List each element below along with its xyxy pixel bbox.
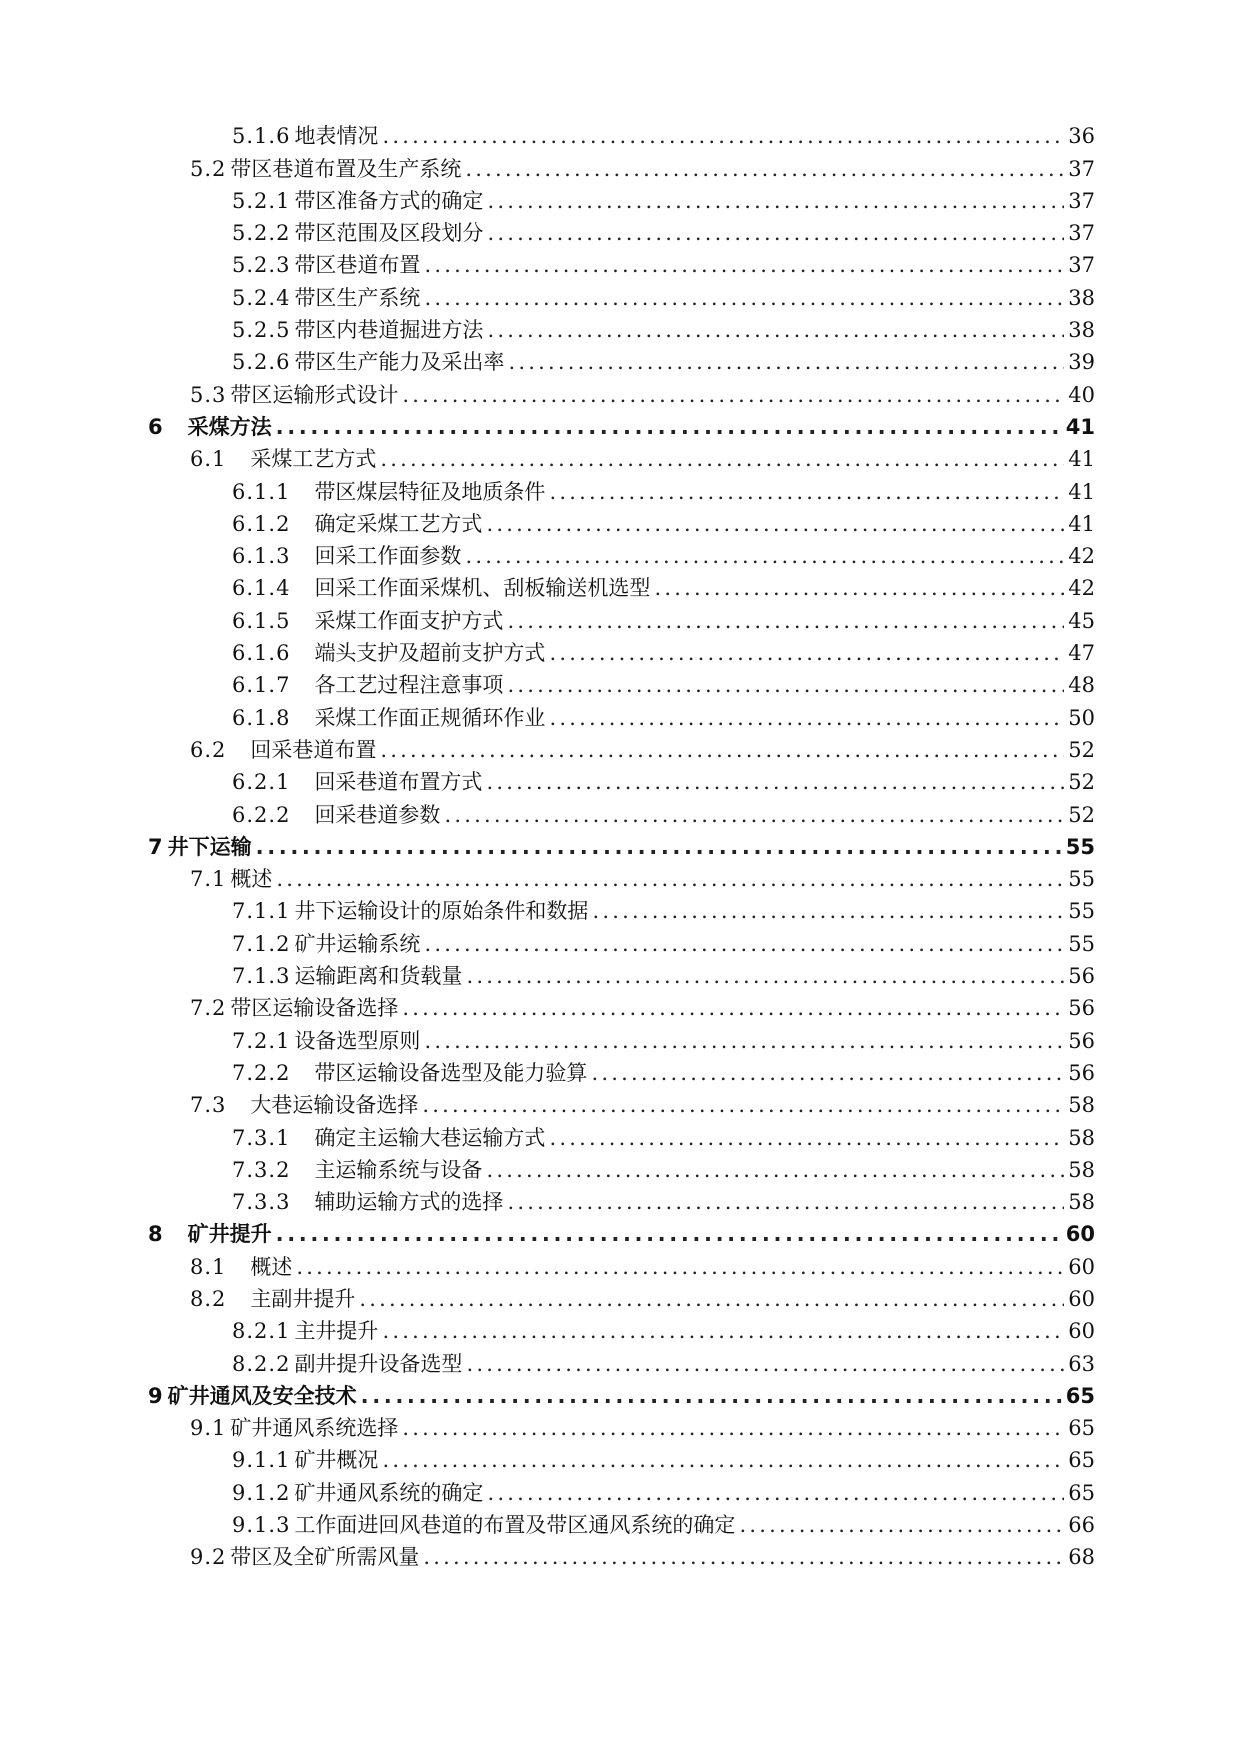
toc-entry-number: 8 xyxy=(148,1222,164,1247)
toc-entry[interactable] xyxy=(148,378,1095,410)
toc-entry-title: 带区内巷道掘进方法 xyxy=(294,318,484,343)
toc-entry-title: 采煤方法 xyxy=(187,414,272,439)
toc-entry-title: 井下运输 xyxy=(167,834,252,859)
toc-entry[interactable] xyxy=(148,281,1095,313)
toc-entry-number: 9.1.3 xyxy=(232,1513,291,1538)
dot-leader xyxy=(382,120,1064,152)
dot-leader xyxy=(359,1283,1064,1315)
dot-leader xyxy=(380,443,1064,475)
toc-entry-title: 工作面进回风巷道的布置及带区通风系统的确定 xyxy=(294,1513,736,1538)
toc-entry[interactable] xyxy=(148,540,1095,572)
toc-entry-number: 7.2 xyxy=(190,996,227,1021)
toc-entry[interactable] xyxy=(148,798,1095,830)
toc-entry-title: 矿井通风系统的确定 xyxy=(294,1480,484,1505)
toc-entry-number: 9.1 xyxy=(190,1416,227,1441)
toc-entry-number: 5.2.4 xyxy=(232,285,291,310)
dot-leader xyxy=(486,508,1064,540)
toc-entry-number: 9.1.1 xyxy=(232,1448,291,1473)
toc-entry-title: 带区生产能力及采出率 xyxy=(294,350,505,375)
toc-entry-page-number: 48 xyxy=(1068,673,1095,698)
toc-entry-page-number: 58 xyxy=(1068,1125,1095,1150)
dot-leader xyxy=(591,1057,1064,1089)
toc-entry[interactable] xyxy=(148,831,1095,863)
toc-entry-number: 5.2.2 xyxy=(232,221,291,246)
toc-entry[interactable] xyxy=(148,637,1095,669)
toc-entry[interactable] xyxy=(148,1057,1095,1089)
toc-entry-page-number: 41 xyxy=(1068,447,1095,472)
dot-leader xyxy=(361,1380,1062,1412)
toc-entry-title: 回采工作面采煤机、刮板输送机选型 xyxy=(314,576,651,601)
toc-entry-number: 5.2.6 xyxy=(232,350,291,375)
dot-leader xyxy=(487,185,1064,217)
toc-entry[interactable] xyxy=(148,508,1095,540)
toc-entry[interactable] xyxy=(148,1218,1095,1250)
dot-leader xyxy=(549,476,1064,508)
dot-leader xyxy=(508,346,1064,378)
toc-entry-number: 8.2.1 xyxy=(232,1319,291,1344)
toc-entry-page-number: 65 xyxy=(1068,1416,1095,1441)
dot-leader xyxy=(549,702,1064,734)
toc-entry-number: 7.2.1 xyxy=(232,1028,291,1053)
toc-entry-number: 7.3.2 xyxy=(232,1157,291,1182)
toc-entry-page-number: 52 xyxy=(1068,802,1095,827)
toc-entry-page-number: 50 xyxy=(1068,705,1095,730)
dot-leader xyxy=(507,605,1064,637)
toc-entry-number: 6.1 xyxy=(190,447,227,472)
dot-leader xyxy=(487,217,1064,249)
dot-leader xyxy=(507,669,1064,701)
toc-entry-page-number: 63 xyxy=(1068,1351,1095,1376)
toc-entry[interactable] xyxy=(148,1250,1095,1282)
toc-entry-title: 回采巷道布置 xyxy=(250,737,377,762)
toc-entry[interactable] xyxy=(148,443,1095,475)
toc-entry-page-number: 60 xyxy=(1068,1286,1095,1311)
toc-entry-title: 主副井提升 xyxy=(250,1286,356,1311)
dot-leader xyxy=(256,831,1062,863)
toc-entry-page-number: 56 xyxy=(1068,964,1095,989)
toc-entry-page-number: 65 xyxy=(1068,1480,1095,1505)
toc-entry-title: 采煤工艺方式 xyxy=(250,447,377,472)
toc-entry[interactable] xyxy=(148,1509,1095,1541)
toc-entry-number: 6 xyxy=(148,414,164,439)
toc-entry-title: 矿井通风及安全技术 xyxy=(167,1383,357,1408)
dot-leader xyxy=(549,637,1064,669)
toc-entry-title: 概述 xyxy=(250,1254,293,1279)
toc-entry-title: 采煤工作面正规循环作业 xyxy=(314,705,546,730)
toc-entry-page-number: 37 xyxy=(1068,156,1095,181)
dot-leader xyxy=(466,960,1064,992)
dot-leader xyxy=(276,411,1062,443)
toc-entry[interactable] xyxy=(148,346,1095,378)
toc-entry[interactable] xyxy=(148,766,1095,798)
toc-entry-page-number: 56 xyxy=(1068,996,1095,1021)
toc-entry-title: 带区运输形式设计 xyxy=(230,382,399,407)
toc-entry-title: 主运输系统与设备 xyxy=(314,1157,483,1182)
table-of-contents xyxy=(148,120,1095,1573)
toc-entry[interactable] xyxy=(148,1121,1095,1153)
toc-entry-title: 带区及全矿所需风量 xyxy=(230,1545,420,1570)
toc-entry-page-number: 55 xyxy=(1068,899,1095,924)
toc-entry-page-number: 66 xyxy=(1068,1513,1095,1538)
dot-leader xyxy=(549,1122,1064,1154)
toc-entry[interactable] xyxy=(148,895,1095,927)
toc-entry-number: 6.2.1 xyxy=(232,770,291,795)
dot-leader xyxy=(423,1541,1064,1573)
toc-entry-page-number: 41 xyxy=(1068,511,1095,536)
toc-entry-page-number: 37 xyxy=(1068,253,1095,278)
toc-entry-page-number: 52 xyxy=(1068,737,1095,762)
toc-entry[interactable] xyxy=(148,701,1095,733)
toc-entry-number: 6.2.2 xyxy=(232,802,291,827)
dot-leader xyxy=(739,1509,1064,1541)
toc-entry-number: 6.1.3 xyxy=(232,544,291,569)
toc-entry-number: 7.1.3 xyxy=(232,964,291,989)
toc-entry-title: 采煤工作面支护方式 xyxy=(314,608,504,633)
toc-entry[interactable] xyxy=(148,927,1095,959)
toc-entry-title: 带区生产系统 xyxy=(294,285,421,310)
toc-entry-number: 6.1.7 xyxy=(232,673,291,698)
dot-leader xyxy=(654,572,1064,604)
toc-entry-title: 大巷运输设备选择 xyxy=(250,1093,419,1118)
toc-entry-number: 5.1.6 xyxy=(232,124,291,149)
toc-entry-title: 确定主运输大巷运输方式 xyxy=(314,1125,546,1150)
dot-leader xyxy=(276,1218,1062,1250)
toc-entry-number: 7.3.3 xyxy=(232,1190,291,1215)
toc-entry-page-number: 58 xyxy=(1068,1157,1095,1182)
toc-entry[interactable] xyxy=(148,1315,1095,1347)
toc-entry-number: 5.2.1 xyxy=(232,188,291,213)
toc-entry-number: 7.3.1 xyxy=(232,1125,291,1150)
dot-leader xyxy=(486,766,1064,798)
toc-entry-page-number: 45 xyxy=(1068,608,1095,633)
dot-leader xyxy=(486,1154,1064,1186)
toc-entry[interactable] xyxy=(148,1283,1095,1315)
toc-entry-title: 矿井概况 xyxy=(294,1448,379,1473)
toc-entry[interactable] xyxy=(148,1154,1095,1186)
toc-entry-page-number: 38 xyxy=(1068,285,1095,310)
toc-entry-page-number: 55 xyxy=(1065,834,1095,859)
toc-entry[interactable] xyxy=(148,992,1095,1024)
toc-entry-page-number: 68 xyxy=(1068,1545,1095,1570)
toc-entry-page-number: 40 xyxy=(1068,382,1095,407)
dot-leader xyxy=(592,895,1064,927)
toc-entry[interactable] xyxy=(148,669,1095,701)
toc-entry-page-number: 39 xyxy=(1068,350,1095,375)
toc-entry[interactable] xyxy=(148,734,1095,766)
toc-entry-page-number: 60 xyxy=(1068,1319,1095,1344)
toc-entry[interactable] xyxy=(148,217,1095,249)
dot-leader xyxy=(507,1186,1064,1218)
toc-entry-title: 带区巷道布置 xyxy=(294,253,421,278)
dot-leader xyxy=(487,314,1064,346)
toc-entry[interactable] xyxy=(148,249,1095,281)
toc-entry-number: 5.3 xyxy=(190,382,227,407)
dot-leader xyxy=(276,863,1064,895)
dot-leader xyxy=(424,1025,1064,1057)
toc-entry-title: 回采巷道布置方式 xyxy=(314,770,483,795)
toc-entry-page-number: 42 xyxy=(1068,576,1095,601)
dot-leader xyxy=(487,1477,1064,1509)
toc-entry[interactable] xyxy=(148,475,1095,507)
toc-entry[interactable] xyxy=(148,604,1095,636)
toc-entry[interactable] xyxy=(148,1024,1095,1056)
dot-leader xyxy=(444,799,1064,831)
toc-entry-title: 带区准备方式的确定 xyxy=(294,188,484,213)
dot-leader xyxy=(380,734,1064,766)
toc-entry-number: 7.2.2 xyxy=(232,1060,291,1085)
toc-entry-page-number: 58 xyxy=(1068,1093,1095,1118)
dot-leader xyxy=(382,1444,1064,1476)
toc-entry-title: 副井提升设备选型 xyxy=(294,1351,463,1376)
toc-entry-number: 7.3 xyxy=(190,1093,227,1118)
toc-entry-title: 矿井通风系统选择 xyxy=(230,1416,399,1441)
toc-entry[interactable] xyxy=(148,1412,1095,1444)
toc-entry-title: 矿井运输系统 xyxy=(294,931,421,956)
toc-entry-title: 带区运输设备选型及能力验算 xyxy=(314,1060,588,1085)
toc-entry-page-number: 56 xyxy=(1068,1028,1095,1053)
toc-entry[interactable] xyxy=(148,1476,1095,1508)
dot-leader xyxy=(465,153,1064,185)
toc-entry-number: 8.2 xyxy=(190,1286,227,1311)
dot-leader xyxy=(296,1251,1064,1283)
toc-entry-page-number: 52 xyxy=(1068,770,1095,795)
toc-entry[interactable] xyxy=(148,572,1095,604)
dot-leader xyxy=(422,1089,1064,1121)
toc-entry-page-number: 37 xyxy=(1068,221,1095,246)
toc-entry-number: 6.1.2 xyxy=(232,511,291,536)
toc-entry[interactable] xyxy=(148,1089,1095,1121)
toc-entry[interactable] xyxy=(148,1380,1095,1412)
toc-entry-title: 运输距离和货载量 xyxy=(294,964,463,989)
toc-entry-number: 6.1.1 xyxy=(232,479,291,504)
toc-entry-number: 7 xyxy=(148,834,164,859)
toc-entry-title: 带区运输设备选择 xyxy=(230,996,399,1021)
toc-entry-title: 设备选型原则 xyxy=(294,1028,421,1053)
toc-entry-page-number: 41 xyxy=(1065,414,1095,439)
dot-leader xyxy=(402,379,1064,411)
toc-entry-number: 5.2.5 xyxy=(232,318,291,343)
toc-entry[interactable] xyxy=(148,1347,1095,1379)
toc-entry-page-number: 58 xyxy=(1068,1190,1095,1215)
dot-leader xyxy=(465,540,1064,572)
toc-entry-page-number: 60 xyxy=(1065,1222,1095,1247)
toc-entry-page-number: 65 xyxy=(1068,1448,1095,1473)
toc-entry-number: 9 xyxy=(148,1383,164,1408)
toc-entry-number: 6.1.5 xyxy=(232,608,291,633)
toc-entry-title: 端头支护及超前支护方式 xyxy=(314,641,546,666)
toc-entry[interactable] xyxy=(148,960,1095,992)
toc-entry-title: 带区范围及区段划分 xyxy=(294,221,484,246)
toc-entry-page-number: 41 xyxy=(1068,479,1095,504)
toc-entry[interactable] xyxy=(148,185,1095,217)
toc-entry[interactable] xyxy=(148,863,1095,895)
toc-entry-page-number: 47 xyxy=(1068,641,1095,666)
toc-entry-number: 8.2.2 xyxy=(232,1351,291,1376)
toc-entry-page-number: 36 xyxy=(1068,124,1095,149)
toc-entry-title: 带区煤层特征及地质条件 xyxy=(314,479,546,504)
dot-leader xyxy=(466,1348,1064,1380)
toc-entry-number: 7.1 xyxy=(190,867,227,892)
dot-leader xyxy=(424,282,1064,314)
toc-entry-page-number: 56 xyxy=(1068,1060,1095,1085)
toc-entry[interactable] xyxy=(148,152,1095,184)
toc-entry-number: 6.1.8 xyxy=(232,705,291,730)
toc-entry-number: 6.2 xyxy=(190,737,227,762)
toc-entry-title: 确定采煤工艺方式 xyxy=(314,511,483,536)
toc-entry-title: 矿井提升 xyxy=(187,1222,272,1247)
toc-entry[interactable] xyxy=(148,1186,1095,1218)
toc-entry-title: 回采工作面参数 xyxy=(314,544,462,569)
toc-entry-number: 5.2.3 xyxy=(232,253,291,278)
toc-entry-number: 6.1.6 xyxy=(232,641,291,666)
toc-entry[interactable] xyxy=(148,314,1095,346)
toc-entry-title: 辅助运输方式的选择 xyxy=(314,1190,504,1215)
dot-leader xyxy=(402,992,1064,1024)
toc-entry-number: 9.2 xyxy=(190,1545,227,1570)
toc-entry-number: 5.2 xyxy=(190,156,227,181)
toc-entry-title: 概述 xyxy=(230,867,273,892)
toc-entry-title: 主井提升 xyxy=(294,1319,379,1344)
dot-leader xyxy=(424,928,1064,960)
dot-leader xyxy=(402,1412,1064,1444)
toc-entry-page-number: 38 xyxy=(1068,318,1095,343)
toc-entry-title: 回采巷道参数 xyxy=(314,802,441,827)
toc-entry-title: 井下运输设计的原始条件和数据 xyxy=(294,899,589,924)
toc-entry[interactable] xyxy=(148,1444,1095,1476)
toc-entry-page-number: 60 xyxy=(1068,1254,1095,1279)
toc-entry-page-number: 55 xyxy=(1068,867,1095,892)
toc-entry-page-number: 42 xyxy=(1068,544,1095,569)
toc-entry-title: 带区巷道布置及生产系统 xyxy=(230,156,462,181)
toc-entry-number: 7.1.1 xyxy=(232,899,291,924)
toc-entry[interactable] xyxy=(148,411,1095,443)
toc-entry-number: 8.1 xyxy=(190,1254,227,1279)
toc-entry-number: 7.1.2 xyxy=(232,931,291,956)
toc-entry[interactable] xyxy=(148,1541,1095,1573)
dot-leader xyxy=(424,249,1064,281)
toc-entry-title: 各工艺过程注意事项 xyxy=(314,673,504,698)
toc-entry-page-number: 65 xyxy=(1065,1383,1095,1408)
toc-entry-page-number: 55 xyxy=(1068,931,1095,956)
toc-entry-number: 9.1.2 xyxy=(232,1480,291,1505)
toc-entry[interactable] xyxy=(148,120,1095,152)
dot-leader xyxy=(382,1315,1064,1347)
toc-entry-title: 地表情况 xyxy=(294,124,379,149)
toc-entry-number: 6.1.4 xyxy=(232,576,291,601)
toc-entry-page-number: 37 xyxy=(1068,188,1095,213)
